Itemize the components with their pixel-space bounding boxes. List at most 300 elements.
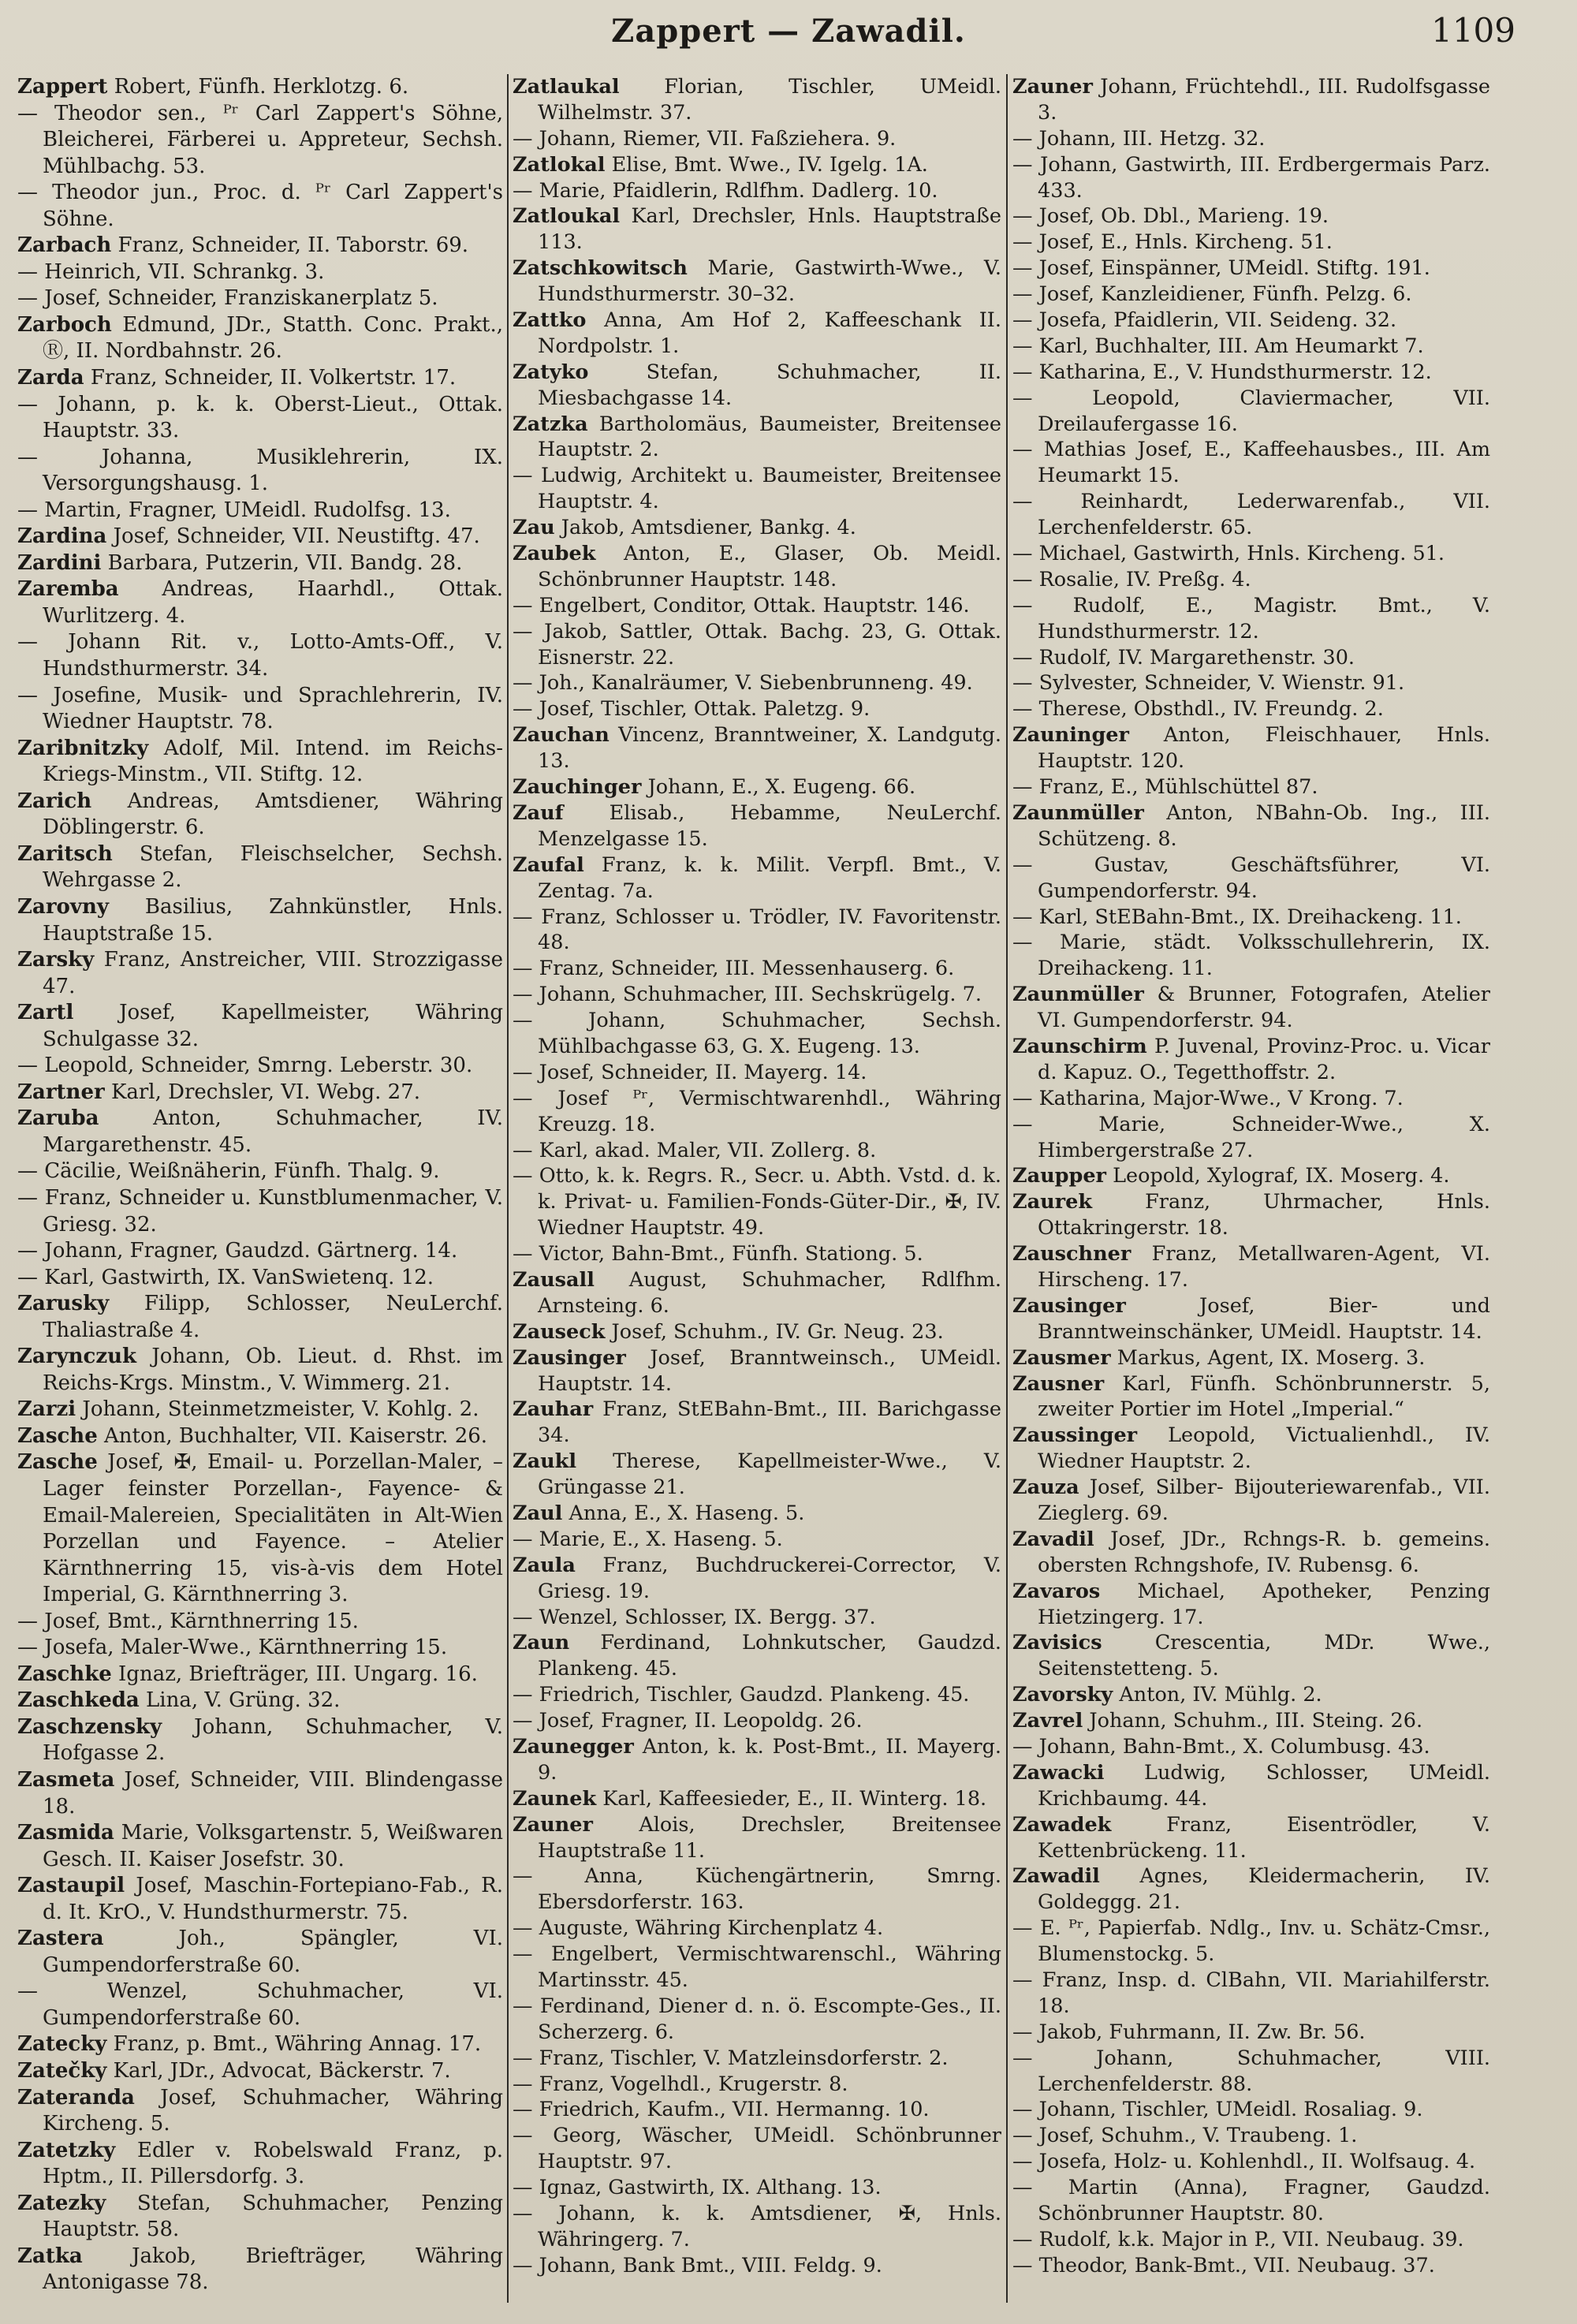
directory-entry — [1012, 1293, 1490, 1345]
directory-entry — [513, 203, 1001, 256]
entry-details: — Martin (Anna), Fragner, Gaudzd. Schönbrunner Hauptstr. 80. — [1012, 2176, 1490, 2226]
entry-details: Michael, Apotheker, Penzing Hietzingerg. 17. — [1038, 1579, 1490, 1629]
directory-entry — [1012, 1241, 1490, 1293]
entry-surname: Zappert — [17, 75, 108, 99]
entry-details: Johann, Schuhm., III. Steing. 26. — [1083, 1709, 1423, 1733]
directory-entry — [1012, 800, 1490, 852]
directory-entry — [513, 360, 1001, 412]
page-header — [0, 0, 1577, 63]
entry-details: Johann, E., X. Eugeng. 66. — [641, 775, 916, 800]
entry-details: — Johann, Riemer, VII. Faßziehera. 9. — [513, 126, 897, 151]
directory-entry — [513, 2123, 1001, 2175]
entry-surname: Zastera — [17, 1927, 104, 1951]
directory-entry — [513, 619, 1001, 671]
directory-entry — [17, 736, 503, 789]
directory-entry — [513, 670, 1001, 696]
entry-surname: Zattko — [513, 308, 587, 333]
directory-entry — [1012, 1345, 1490, 1371]
column-3 — [1012, 74, 1490, 2303]
directory-entry — [513, 1605, 1001, 1631]
entry-details: — Johann, Schuhmacher, Sechsh. Mühlbachgasse 63, G. X. Eugeng. 13. — [513, 1009, 1001, 1058]
directory-entry — [17, 789, 503, 841]
entry-details: — Karl, Buchhalter, III. Am Heumarkt 7. — [1012, 334, 1424, 358]
entry-details: — Franz, Insp. d. ClBahn, VII. Mariahilferstr. 18. — [1012, 1968, 1490, 2018]
entry-details: — Anna, Küchengärtnerin, Smrng. Ebersdorferstr. 163. — [513, 1864, 1001, 1915]
entry-details: Josef, ✠, Email- u. Porzellan-Maler, – Lager feinster Porzellan-, Fayence- & Email-Malereien, Specialitäten in Alt-Wien Porzellan und Fayence. – Atelier Kärnthnerring 15, vis-à-vis dem Hotel Imperial, G. Kärnthnerring 3. — [43, 1450, 503, 1607]
entry-details: Andreas, Haarhdl., Ottak. Wurlitzerg. 4. — [43, 577, 503, 628]
directory-entry — [1012, 1371, 1490, 1423]
directory-entry — [513, 905, 1001, 957]
entry-surname: Zavaros — [1012, 1579, 1101, 1603]
entry-surname: Zateranda — [17, 2085, 135, 2110]
entry-surname: Zaruba — [17, 1106, 99, 1131]
entry-surname: Zaula — [513, 1553, 576, 1577]
entry-details: Karl, Drechsler, Hnls. Hauptstraße 113. — [538, 204, 1001, 255]
entry-details: Josef, Schneider, VIII. Blindengasse 18. — [43, 1768, 503, 1819]
entry-details: Anna, Am Hof 2, Kaffeeschank II. Nordpolstr. 1. — [538, 308, 1001, 358]
directory-entry — [513, 2097, 1001, 2123]
directory-entry — [1012, 1630, 1490, 1682]
entry-surname: Zaunek — [513, 1786, 597, 1811]
entry-details: — Gustav, Geschäftsführer, VI. Gumpendorferstr. 94. — [1012, 852, 1490, 903]
entry-surname: Zavisics — [1012, 1631, 1102, 1655]
entry-details: Anton, Fleischhauer, Hnls. Hauptstr. 120. — [1038, 723, 1490, 774]
entry-surname: Zauf — [513, 800, 564, 825]
entry-surname: Zaukl — [513, 1449, 577, 1474]
entry-surname: Zarynczuk — [17, 1345, 137, 1369]
entry-details: Ferdinand, Lohnkutscher, Gaudzd. Plankeng. 45. — [538, 1631, 1001, 1681]
directory-entry — [17, 2244, 503, 2296]
entry-details: — Theodor sen., ᴾʳ Carl Zappert's Söhne, Bleicherei, Färberei u. Appreteur, Sechsh. Mühlbachg. 53. — [17, 101, 503, 178]
directory-entry — [1012, 2097, 1490, 2123]
entry-details: Anna, E., X. Haseng. 5. — [562, 1501, 805, 1525]
directory-entry — [17, 101, 503, 181]
entry-details: Filipp, Schlosser, NeuLerchf. Thaliastraße 4. — [43, 1292, 503, 1342]
entry-surname: Zaun — [513, 1631, 570, 1655]
directory-entry — [17, 365, 503, 392]
directory-entry — [1012, 1734, 1490, 1760]
directory-entry — [1012, 774, 1490, 800]
entry-surname: Zaupper — [1012, 1164, 1106, 1188]
directory-entry — [513, 1812, 1001, 1864]
directory-entry — [1012, 229, 1490, 256]
entry-surname: Zarda — [17, 366, 84, 390]
entry-details: Florian, Tischler, UMeidl. Wilhelmstr. 37. — [538, 75, 1001, 125]
entry-details: Barbara, Putzerin, VII. Bandg. 28. — [101, 550, 463, 575]
directory-entry — [513, 1397, 1001, 1449]
entry-details: Karl, Fünfh. Schönbrunnerstr. 5, zweiter Portier im Hotel „Imperial.“ — [1038, 1371, 1490, 1422]
directory-entry — [17, 841, 503, 894]
entry-details: Stefan, Schuhmacher, Penzing Hauptstr. 58. — [43, 2191, 503, 2242]
entry-details: Anton, Buchhalter, VII. Kaiserstr. 26. — [97, 1423, 488, 1448]
directory-entry — [1012, 982, 1490, 1034]
directory-entry — [513, 800, 1001, 852]
directory-entry — [17, 1820, 503, 1873]
directory-entry — [17, 1714, 503, 1767]
entry-surname: Zausinger — [513, 1345, 626, 1370]
directory-entry — [1012, 1968, 1490, 2020]
entry-details: Johann, Steinmetzmeister, V. Kohlg. 2. — [76, 1397, 479, 1422]
directory-entry — [513, 1942, 1001, 1994]
entry-surname: Zaritsch — [17, 841, 113, 866]
entry-surname: Zartl — [17, 1001, 74, 1025]
directory-entry — [17, 1688, 503, 1714]
entry-details: — Franz, Schneider u. Kunstblumenmacher, V. Griesg. 32. — [17, 1185, 503, 1237]
entry-details: — Josef, Fragner, II. Leopoldg. 26. — [513, 1709, 863, 1733]
column-rule — [1006, 74, 1008, 2303]
directory-entry — [17, 445, 503, 498]
directory-entry — [17, 1397, 503, 1423]
directory-entry — [17, 1185, 503, 1238]
entry-surname: Zauchinger — [513, 775, 642, 800]
entry-details: Marie, Gastwirth-Wwe., V. Hundsthurmerstr. 30–32. — [538, 256, 1001, 307]
directory-entry — [513, 1060, 1001, 1086]
entry-details: Joh., Spängler, VI. Gumpendorferstraße 60. — [43, 1927, 503, 1977]
directory-entry — [17, 2031, 503, 2058]
directory-entry — [17, 629, 503, 682]
directory-entry — [1012, 2227, 1490, 2253]
entry-details: Basilius, Zahnkünstler, Hnls. Hauptstraße 15. — [43, 894, 503, 946]
directory-entry — [1012, 930, 1490, 982]
directory-entry — [513, 1319, 1001, 1345]
entry-details: Franz, StEBahn-Bmt., III. Barichgasse 34. — [538, 1397, 1001, 1448]
directory-entry — [1012, 541, 1490, 567]
entry-surname: Zaurek — [1012, 1190, 1093, 1214]
entry-details: Alois, Drechsler, Breitensee Hauptstraße 11. — [538, 1812, 1001, 1863]
directory-entry — [17, 1238, 503, 1265]
directory-entry — [17, 576, 503, 629]
entry-surname: Zawadek — [1012, 1812, 1112, 1837]
entry-details: — Josefa, Maler-Wwe., Kärnthnerring 15. — [17, 1636, 448, 1660]
entry-surname: Zarusky — [17, 1292, 110, 1316]
directory-entry — [1012, 852, 1490, 905]
column-rule — [507, 74, 509, 2303]
entry-surname: Zatezky — [17, 2191, 106, 2215]
directory-entry — [513, 1734, 1001, 1786]
directory-entry — [513, 256, 1001, 308]
directory-entry — [513, 593, 1001, 619]
entry-surname: Zatyko — [513, 360, 589, 384]
entry-details: Stefan, Fleischselcher, Sechsh. Wehrgasse 2. — [43, 841, 503, 893]
entry-surname: Zarboch — [17, 312, 112, 337]
entry-details: — Auguste, Währing Kirchenplatz 4. — [513, 1916, 884, 1941]
directory-entry — [1012, 1527, 1490, 1579]
entry-details: — Johanna, Musiklehrerin, IX. Versorgungshausg. 1. — [17, 445, 503, 496]
entry-details: — Leopold, Schneider, Smrng. Leberstr. 30. — [17, 1054, 473, 1078]
entry-details: — Marie, Schneider-Wwe., X. Himbergerstraße 27. — [1012, 1112, 1490, 1162]
directory-entry — [1012, 567, 1490, 593]
entry-details: — Georg, Wäscher, UMeidl. Schönbrunner Hauptstr. 97. — [513, 2124, 1001, 2174]
entry-surname: Zauschner — [1012, 1242, 1131, 1266]
entry-details: Marie, Volksgartenstr. 5, Weißwaren Gesch. II. Kaiser Josefstr. 30. — [43, 1821, 503, 1871]
directory-entry — [1012, 1579, 1490, 1631]
directory-entry — [513, 1086, 1001, 1138]
directory-entry — [1012, 1475, 1490, 1527]
entry-details: Therese, Kapellmeister-Wwe., V. Grüngasse 21. — [538, 1449, 1001, 1500]
directory-entry — [513, 1863, 1001, 1916]
directory-entry — [17, 233, 503, 259]
directory-entry — [1012, 74, 1490, 126]
entry-details: — Franz, Vogelhdl., Krugerstr. 8. — [513, 2072, 848, 2096]
entry-details: Ignaz, Briefträger, III. Ungarg. 16. — [111, 1662, 478, 1686]
entry-surname: Zaschzensky — [17, 1714, 162, 1739]
directory-entry — [17, 1449, 503, 1608]
directory-entry — [1012, 1863, 1490, 1916]
directory-entry — [513, 774, 1001, 800]
entry-details: Robert, Fünfh. Herklotzg. 6. — [107, 75, 409, 99]
directory-entry — [513, 2046, 1001, 2072]
entry-details: — Josef, Bmt., Kärnthnerring 15. — [17, 1609, 359, 1633]
entry-details: Adolf, Mil. Intend. im Reichs-Kriegs-Minstm., VII. Stiftg. 12. — [43, 736, 503, 787]
directory-entry — [17, 259, 503, 286]
directory-entry — [1012, 1034, 1490, 1086]
directory-entry — [1012, 308, 1490, 334]
entry-details: Markus, Agent, IX. Moserg. 3. — [1110, 1345, 1426, 1370]
entry-details: Johann, Ob. Lieut. d. Rhst. im Reichs-Krgs. Minstm., V. Wimmerg. 21. — [43, 1345, 503, 1395]
entry-surname: Zarzi — [17, 1397, 76, 1422]
entry-surname: Zaunschirm — [1012, 1034, 1147, 1058]
directory-entry — [1012, 1760, 1490, 1812]
entry-details: Jakob, Briefträger, Währing Antonigasse 78. — [43, 2244, 503, 2295]
entry-details: Josef, Schuhmacher, Währing Kircheng. 5. — [43, 2085, 503, 2136]
directory-entry — [513, 1553, 1001, 1605]
entry-details: — Therese, Obsthdl., IV. Freundg. 2. — [1012, 697, 1384, 722]
entry-surname: Zartner — [17, 1080, 105, 1104]
entry-details: Johann, Schuhmacher, V. Hofgasse 2. — [43, 1714, 503, 1766]
entry-surname: Zavrel — [1012, 1709, 1083, 1733]
entry-surname: Zatečky — [17, 2059, 107, 2083]
directory-entry — [513, 152, 1001, 178]
running-head: Zappert — Zawadil. — [611, 13, 966, 50]
entry-details: — Josef, Kanzleidiener, Fünfh. Pelzg. 6. — [1012, 282, 1412, 307]
entry-surname: Zatlaukal — [513, 75, 620, 99]
entry-details: Edler v. Robelswald Franz, p. Hptm., II. Pillersdorfg. 3. — [43, 2138, 503, 2189]
directory-entry — [17, 2058, 503, 2085]
entry-details: — Josef, Schneider, II. Mayerg. 14. — [513, 1060, 867, 1084]
entry-details: Anton, k. k. Post-Bmt., II. Mayerg. 9. — [538, 1735, 1001, 1785]
directory-entry — [17, 2138, 503, 2191]
entry-details: — Wenzel, Schlosser, IX. Bergg. 37. — [513, 1605, 876, 1629]
directory-entry — [1012, 386, 1490, 438]
entry-surname: Zauner — [513, 1812, 593, 1837]
entry-surname: Zarich — [17, 789, 92, 813]
page-number: 1109 — [1431, 11, 1515, 50]
directory-entry — [17, 683, 503, 736]
directory-entry — [17, 524, 503, 550]
entry-details: Josef, Schneider, VII. Neustiftg. 47. — [106, 524, 480, 549]
directory-entry — [1012, 670, 1490, 696]
directory-entry — [17, 498, 503, 524]
directory-entry — [513, 1527, 1001, 1553]
entry-surname: Zauninger — [1012, 723, 1129, 748]
entry-details: — Engelbert, Conditor, Ottak. Hauptstr. 146. — [513, 593, 970, 617]
entry-details: Karl, JDr., Advocat, Bäckerstr. 7. — [106, 2059, 451, 2083]
directory-entry — [513, 308, 1001, 360]
entry-details: Josef, Kapellmeister, Währing Schulgasse 32. — [43, 1001, 503, 1051]
directory-entry — [17, 1979, 503, 2031]
directory-entry — [1012, 256, 1490, 282]
entry-details: — Martin, Fragner, UMeidl. Rudolfsg. 13. — [17, 498, 451, 522]
entry-details: Karl, Drechsler, VI. Webg. 27. — [104, 1080, 420, 1104]
directory-entry — [1012, 2123, 1490, 2149]
entry-surname: Zardini — [17, 550, 102, 575]
entry-details: Franz, Buchdruckerei-Corrector, V. Griesg. 19. — [538, 1553, 1001, 1603]
entry-surname: Zatzka — [513, 412, 588, 436]
entry-surname: Zauseck — [513, 1319, 606, 1344]
directory-entry — [513, 2072, 1001, 2098]
directory-entry — [513, 1630, 1001, 1682]
entry-details: — Jakob, Sattler, Ottak. Bachg. 23, G. Ottak. Eisnerstr. 22. — [513, 619, 1001, 670]
directory-entry — [513, 126, 1001, 152]
entry-details: Leopold, Victualienhdl., IV. Wiedner Hauptstr. 2. — [1038, 1423, 1490, 1474]
directory-entry — [17, 1873, 503, 1926]
entry-surname: Zaufal — [513, 852, 584, 877]
entry-surname: Zasmida — [17, 1821, 114, 1845]
entry-surname: Zaunmüller — [1012, 800, 1144, 825]
entry-details: Josef, Schuhm., IV. Gr. Neug. 23. — [605, 1319, 944, 1344]
entry-surname: Zatloukal — [513, 204, 621, 229]
entry-surname: Zauhar — [513, 1397, 594, 1422]
entry-details: — Josefine, Musik- und Sprachlehrerin, IV. Wiedner Hauptstr. 78. — [17, 683, 503, 734]
directory-entry — [513, 178, 1001, 204]
directory-entry — [1012, 2046, 1490, 2098]
entry-details: — Michael, Gastwirth, Hnls. Kircheng. 51. — [1012, 542, 1445, 566]
entry-details: Josef, Maschin-Fortepiano-Fab., R. d. It. KrO., V. Hundsthurmerstr. 75. — [43, 1874, 503, 1924]
entry-details: Anton, Schuhmacher, IV. Margarethenstr. 45. — [43, 1106, 503, 1157]
column-2 — [513, 74, 1001, 2303]
entry-details: Franz, Metallwaren-Agent, VI. Hirscheng. 17. — [1038, 1242, 1490, 1292]
entry-surname: Zarovny — [17, 894, 109, 919]
entry-details: — Franz, Schlosser u. Trödler, IV. Favoritenstr. 48. — [513, 905, 1001, 955]
entry-surname: Zaschkeda — [17, 1688, 140, 1713]
directory-entry — [513, 722, 1001, 774]
entry-details: Josef, Branntweinsch., UMeidl. Hauptstr. 14. — [538, 1345, 1001, 1396]
entry-details: Franz, Uhrmacher, Hnls. Ottakringerstr. 18. — [1038, 1190, 1490, 1240]
directory-entry — [1012, 437, 1490, 489]
directory-entry — [17, 180, 503, 233]
entry-details: — Johann, Gastwirth, III. Erdbergermais Parz. 433. — [1012, 152, 1490, 203]
directory-entry — [513, 956, 1001, 982]
entry-details: Anton, NBahn-Ob. Ing., III. Schützeng. 8. — [1038, 800, 1490, 851]
directory-entry — [17, 947, 503, 1000]
entry-surname: Zarsky — [17, 948, 95, 972]
directory-entry — [1012, 152, 1490, 204]
directory-entry — [513, 1267, 1001, 1319]
entry-details: — Franz, Tischler, V. Matzleinsdorferstr. 2. — [513, 2046, 949, 2070]
directory-entry — [1012, 645, 1490, 671]
directory-entry — [1012, 1423, 1490, 1475]
directory-entry — [1012, 2175, 1490, 2227]
directory-entry — [1012, 1708, 1490, 1734]
directory-entry — [17, 74, 503, 101]
directory-entry — [1012, 1189, 1490, 1241]
entry-surname: Zasmeta — [17, 1768, 115, 1792]
entry-details: — Johann, p. k. k. Oberst-Lieut., Ottak. Hauptstr. 33. — [17, 392, 503, 443]
entry-details: — Otto, k. k. Regrs. R., Secr. u. Abth. Vstd. d. k. k. Privat- u. Familien-Fonds-Güter-Dir., ✠, IV. Wiedner Hauptstr. 49. — [513, 1164, 1001, 1240]
entry-details: — Johann, Schuhmacher, VIII. Lerchenfelderstr. 88. — [1012, 2046, 1490, 2096]
entry-details: — Marie, Pfaidlerin, Rdlfhm. Dadlerg. 10. — [513, 178, 938, 203]
entry-surname: Zawadil — [1012, 1864, 1100, 1889]
entry-details: Elisab., Hebamme, NeuLerchf. Menzelgasse 15. — [538, 800, 1001, 851]
directory-entry — [17, 1080, 503, 1106]
directory-entry — [17, 2085, 503, 2138]
directory-entry — [513, 1449, 1001, 1501]
entry-details: Vincenz, Branntweiner, X. Landgutg. 13. — [538, 723, 1001, 774]
entry-details: — Josef, Schuhm., V. Traubeng. 1. — [1012, 2124, 1358, 2148]
directory-entry — [513, 463, 1001, 515]
entry-surname: Zatecky — [17, 2032, 107, 2057]
entry-details: Agnes, Kleidermacherin, IV. Goldeggg. 21. — [1038, 1864, 1490, 1915]
directory-entry — [1012, 282, 1490, 308]
directory-entry — [513, 1008, 1001, 1060]
entry-details: — Johann Rit. v., Lotto-Amts-Off., V. Hundsthurmerstr. 34. — [17, 630, 503, 681]
directory-entry — [17, 1265, 503, 1292]
entry-details: Crescentia, MDr. Wwe., Seitenstetteng. 5. — [1038, 1631, 1490, 1681]
entry-details: — Johann, Schuhmacher, III. Sechskrügelg. 7. — [513, 983, 982, 1007]
entry-details: — Karl, StEBahn-Bmt., IX. Dreihackeng. 11. — [1012, 905, 1462, 929]
entry-details: — Rudolf, IV. Margarethenstr. 30. — [1012, 645, 1355, 670]
entry-details: — Marie, E., X. Haseng. 5. — [513, 1527, 783, 1551]
entry-surname: Zausner — [1012, 1371, 1105, 1396]
entry-surname: Zausmer — [1012, 1345, 1111, 1370]
entry-details: — Rudolf, k.k. Major in P., VII. Neubaug. 39. — [1012, 2227, 1464, 2251]
entry-details: Karl, Kaffeesieder, E., II. Winterg. 18. — [596, 1786, 987, 1811]
entry-details: — E. ᴾʳ, Papierfab. Ndlg., Inv. u. Schätz-Cmsr., Blumenstockg. 5. — [1012, 1916, 1490, 1967]
directory-entry — [17, 1344, 503, 1397]
entry-details: Franz, Eisentrödler, V. Kettenbrückeng. 11. — [1038, 1812, 1490, 1863]
entry-details: — Josef, Schneider, Franziskanerplatz 5. — [17, 286, 438, 311]
directory-entry — [17, 1158, 503, 1185]
entry-details: Anton, IV. Mühlg. 2. — [1113, 1683, 1322, 1707]
entry-details: Franz, Schneider, II. Taborstr. 69. — [111, 233, 469, 258]
entry-surname: Zauner — [1012, 75, 1093, 99]
directory-entry — [1012, 334, 1490, 360]
entry-surname: Zauchan — [513, 723, 610, 748]
entry-surname: Zatschkowitsch — [513, 256, 688, 281]
entry-details: — Ignaz, Gastwirth, IX. Althang. 13. — [513, 2176, 882, 2200]
entry-surname: Zaunegger — [513, 1735, 634, 1759]
entry-surname: Zasche — [17, 1450, 98, 1475]
directory-entry — [513, 1708, 1001, 1734]
entry-details: Bartholomäus, Baumeister, Breitensee Hauptstr. 2. — [538, 412, 1001, 462]
directory-entry — [17, 1423, 503, 1450]
entry-details: — Heinrich, VII. Schrankg. 3. — [17, 259, 325, 284]
entry-details: Lina, V. Grüng. 32. — [139, 1688, 341, 1713]
entry-details: — Jakob, Fuhrmann, II. Zw. Br. 56. — [1012, 2020, 1366, 2044]
entry-surname: Zaschke — [17, 1662, 112, 1686]
entry-surname: Zaussinger — [1012, 1423, 1138, 1448]
entry-surname: Zastaupil — [17, 1874, 125, 1898]
entry-details: Edmund, JDr., Statth. Conc. Prakt., Ⓡ, II. Nordbahnstr. 26. — [43, 312, 503, 364]
directory-entry — [17, 1291, 503, 1344]
entry-details: — Josef, Tischler, Ottak. Paletzg. 9. — [513, 697, 871, 722]
directory-entry — [17, 1609, 503, 1636]
directory-entry — [513, 1916, 1001, 1942]
entry-details: — Ludwig, Architekt u. Baumeister, Breitensee Hauptstr. 4. — [513, 464, 1001, 514]
directory-entry — [513, 982, 1001, 1008]
directory-entry — [513, 412, 1001, 464]
directory-entry — [513, 1138, 1001, 1164]
entry-surname: Zausall — [513, 1267, 595, 1292]
entry-details: Franz, k. k. Milit. Verpfl. Bmt., V. Zentag. 7a. — [538, 852, 1001, 903]
entry-details: Stefan, Schuhmacher, II. Miesbachgasse 14. — [538, 360, 1001, 410]
directory-entry — [1012, 722, 1490, 774]
directory-entry — [1012, 1682, 1490, 1708]
directory-entry — [1012, 593, 1490, 645]
entry-details: — Ferdinand, Diener d. n. ö. Escompte-Ges., II. Scherzerg. 6. — [513, 1994, 1001, 2044]
directory-entry — [513, 1994, 1001, 2046]
entry-surname: Zasche — [17, 1423, 98, 1448]
